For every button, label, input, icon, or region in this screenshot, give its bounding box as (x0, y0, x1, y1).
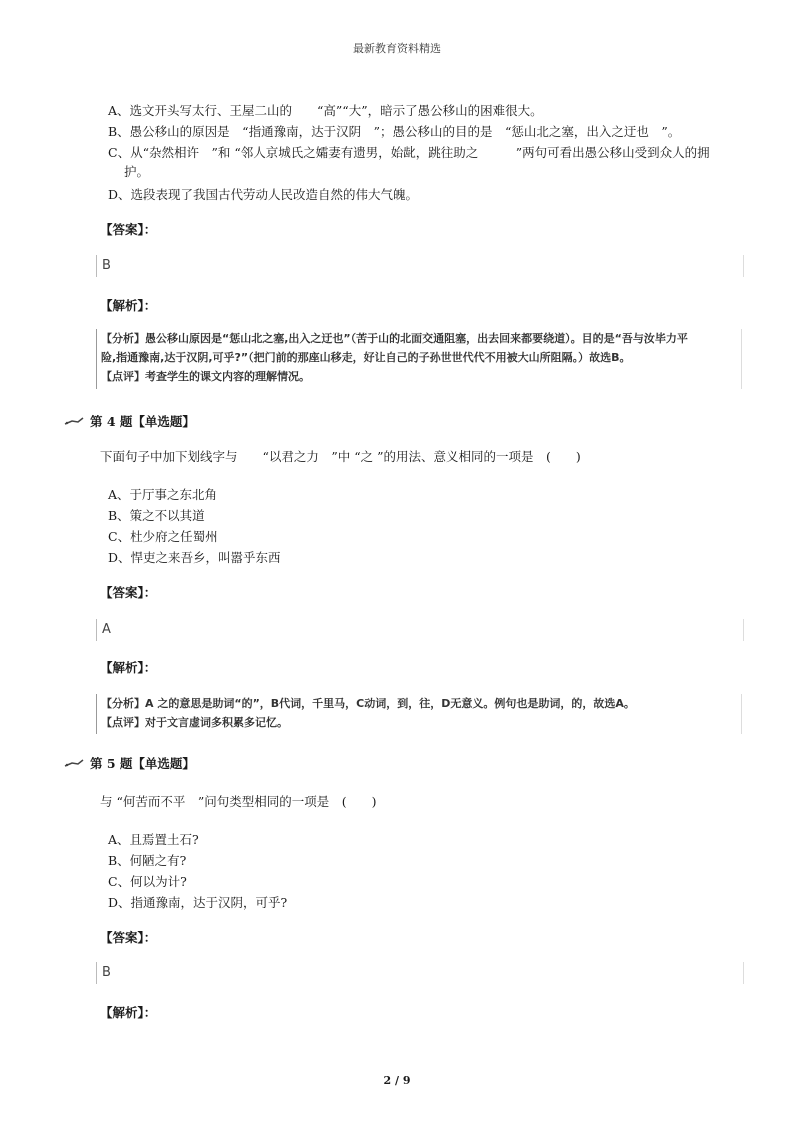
q5-answer-box (96, 962, 744, 984)
page-header: 最新教育资料精选 (353, 42, 441, 55)
q3-option-c: C、从“杂然相许 ”和 “邻人京城氏之孀妻有遗男，始龀，跳往助之 ”两句可看出愚公移山受到众人的拥 (108, 145, 710, 160)
q3-option-a: A、选文开头写太行、王屋二山的 “高”“大”，暗示了愚公移山的困难很大。 (108, 103, 543, 118)
q5-option-b: B、何陋之有? (108, 853, 187, 868)
q4-option-d: D、悍吏之来吾乡，叫嚣乎东西 (108, 550, 281, 565)
q4-analysis-label: 【解析】： (100, 660, 157, 675)
q5-heading (64, 754, 195, 772)
q4-answer-label: 【答案】： (100, 585, 157, 600)
q3-option-c-cont: 护。 (124, 164, 150, 179)
q5-answer-value: B (102, 965, 111, 980)
q4-heading (64, 412, 195, 430)
q5-option-d: D、指通豫南，达于汉阴，可乎? (108, 895, 288, 910)
q3-analysis-line: 【分析】愚公移山原因是“惩山北之塞,出入之迂也”（苦于山的北面交通阻塞，出去回来都要绕道）。目的是“吾与汝毕力平 (101, 332, 688, 345)
q5-option-c: C、何以为计? (108, 874, 187, 889)
pen-icon (64, 416, 84, 426)
q4-answer-box (96, 619, 744, 641)
q3-analysis-label: 【解析】： (100, 298, 157, 313)
q3-answer-value: B (102, 258, 111, 273)
q3-option-b: B、愚公移山的原因是 “指通豫南，达于汉阴 ”；愚公移山的目的是 “惩山北之塞，出入之迂也 ”。 (108, 124, 681, 139)
q4-option-b: B、策之不以其道 (108, 508, 205, 523)
q4-analysis-box (96, 694, 742, 734)
q5-heading-text: 第 5 题【单选题】 (90, 756, 195, 771)
q4-analysis-line: 【点评】对于文言虚词多积累多记忆。 (101, 716, 288, 729)
q4-analysis-line: 【分析】A 之的意思是助词“的”，B代词，千里马，C动词，到，往，D无意义。例句也是助词，的，故选A。 (101, 697, 635, 710)
page-number: 2 / 9 (383, 1074, 411, 1087)
q3-analysis-box (96, 329, 742, 389)
q4-stem: 下面句子中加下划线字与 “以君之力 ”中 “之 ”的用法、意义相同的一项是 ( ) (100, 449, 581, 464)
q4-option-a: A、于厅事之东北角 (108, 487, 218, 502)
q5-analysis-label: 【解析】： (100, 1005, 157, 1020)
q4-heading-text: 第 4 题【单选题】 (90, 414, 195, 429)
q3-option-d: D、选段表现了我国古代劳动人民改造自然的伟大气魄。 (108, 187, 419, 202)
q4-option-c: C、杜少府之任蜀州 (108, 529, 218, 544)
q4-answer-value: A (102, 622, 111, 637)
q3-analysis-line: 险,指通豫南,达于汉阴,可乎?”（把门前的那座山移走，好让自己的子孙世世代代不用被大山所阻隔。）故选B。 (101, 351, 631, 364)
q3-answer-label: 【答案】： (100, 222, 157, 237)
q5-answer-label: 【答案】： (100, 930, 157, 945)
q3-answer-box (96, 255, 744, 277)
q5-option-a: A、且焉置土石? (108, 832, 199, 847)
q3-analysis-line: 【点评】考查学生的课文内容的理解情况。 (101, 370, 310, 383)
q5-stem: 与 “何苦而不平 ”问句类型相同的一项是 ( ) (100, 794, 377, 809)
pen-icon (64, 758, 84, 768)
